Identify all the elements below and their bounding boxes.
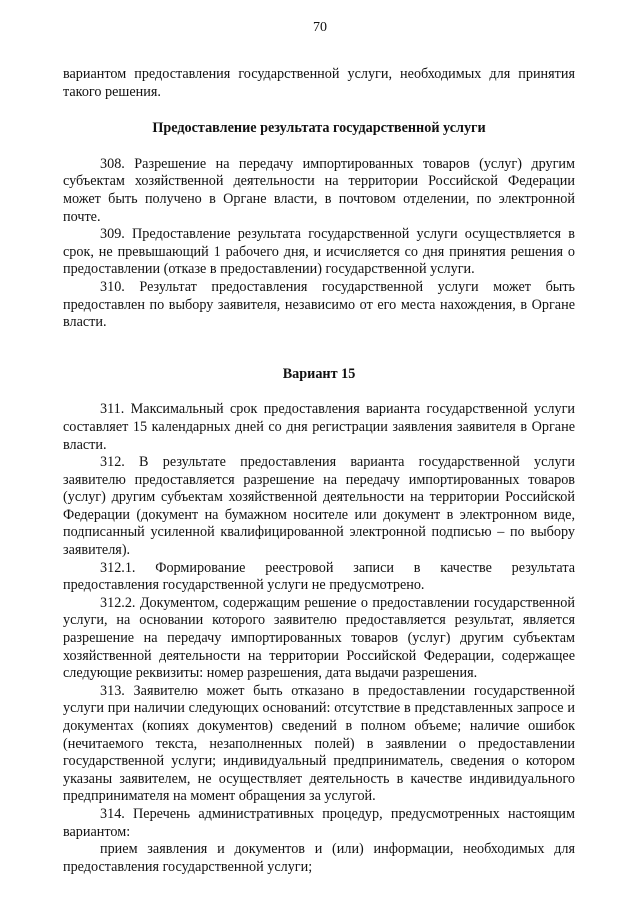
intro-paragraph: вариантом предоставления государственной услуги, необходимых для принятия такого решения. <box>63 66 575 100</box>
paragraph-309: 309. Предоставление результата государственной услуги осуществляется в срок, не превышающий 1 рабочего дня, и исчисляется со дня принятия решения о предоставлении (отказе в предоставлении) государственной услуги. <box>63 226 575 278</box>
section-heading-variant: Вариант 15 <box>282 365 356 382</box>
document-body <box>63 66 575 876</box>
paragraph-312: 312. В результате предоставления варианта государственной услуги заявителю предоставляется разрешение на передачу импортированных товаров (услуг) другим субъектам хозяйственной деятельности на территории Российской Федерации (документ на бумажном носителе или документ в электронном виде, подписанный усиленной квалифицированной электронной подписью – по выбору заявителя). <box>63 454 575 559</box>
paragraph-310: 310. Результат предоставления государственной услуги может быть предоставлен по выбору заявителя, независимо от его места нахождения, в Органе власти. <box>63 278 575 331</box>
paragraph-314: 314. Перечень административных процедур, предусмотренных настоящим вариантом: <box>63 805 575 840</box>
page-number: 70 <box>313 20 327 35</box>
paragraph-313: 313. Заявителю может быть отказано в предоставлении государственной услуги при наличии следующих оснований: отсутствие в представленных запросе и документах (копиях документов) сведений в полном объеме; наличие ошибок (нечитаемого текста, незаполненных полей) в заявлении о предоставлении государственной услуги; индивидуальный предприниматель, сведения о котором указаны заявителем, не осуществляет деятельность в качестве индивидуального предпринимателя на момент обращения за услугой. <box>63 682 575 805</box>
paragraph-312-2: 312.2. Документом, содержащим решение о предоставлении государственной услуги, на основании которого заявителю предоставляется результат, является разрешение на передачу импортированных товаров (услуг) другим субъектам хозяйственной деятельности на территории Российской Федерации, содержащее следующие реквизиты: номер разрешения, дата выдачи разрешения. <box>63 594 575 682</box>
list-item-procedure: прием заявления и документов и (или) информации, необходимых для предоставления государственной услуги; <box>63 841 575 875</box>
paragraph-308: 308. Разрешение на передачу импортированных товаров (услуг) другим субъектам хозяйственной деятельности на территории Российской Федерации может быть получено в Органе власти, в почтовом отделении, по электронной почте. <box>63 155 575 225</box>
paragraph-311: 311. Максимальный срок предоставления варианта государственной услуги составляет 15 календарных дней со дня регистрации заявления заявителя в Органе власти. <box>63 401 575 453</box>
section-heading-result: Предоставление результата государственной услуги <box>152 120 486 137</box>
paragraph-312-1: 312.1. Формирование реестровой записи в качестве результата предоставления государственной услуги не предусмотрено. <box>63 559 575 594</box>
